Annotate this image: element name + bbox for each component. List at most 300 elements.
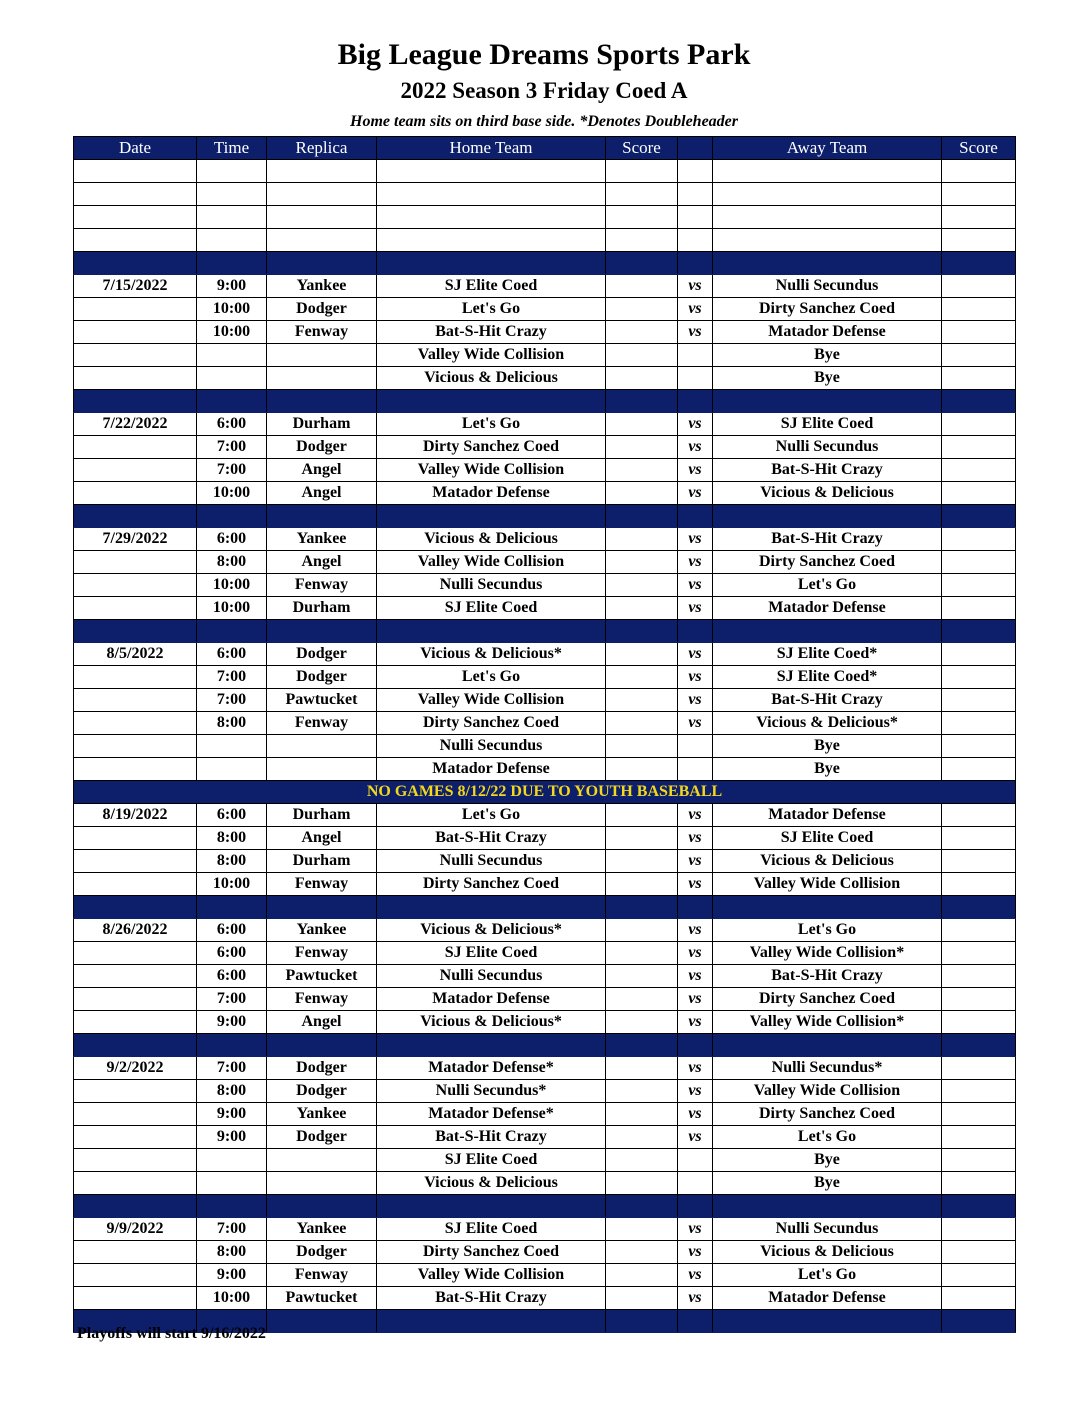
replica-cell: Fenway [267, 873, 377, 896]
game-row [74, 344, 1016, 367]
away-team-cell: Dirty Sanchez Coed [713, 551, 942, 574]
blank-row [74, 229, 1016, 252]
away-team-cell: Nulli Secundus [713, 1218, 942, 1241]
vs-cell: vs [678, 666, 713, 689]
vs-cell: vs [678, 1126, 713, 1149]
schedule-body [74, 160, 1016, 1333]
away-team-cell: Let's Go [713, 574, 942, 597]
home-score-cell [606, 344, 678, 367]
time-cell [197, 735, 267, 758]
game-row [74, 1149, 1016, 1172]
home-team-cell: Let's Go [377, 666, 606, 689]
home-team-cell: SJ Elite Coed [377, 942, 606, 965]
game-row [74, 873, 1016, 896]
away-team-cell: Vicious & Delicious [713, 1241, 942, 1264]
replica-cell [267, 758, 377, 781]
home-team-cell: Matador Defense [377, 482, 606, 505]
date-cell [74, 367, 197, 390]
replica-cell: Yankee [267, 1103, 377, 1126]
time-cell [197, 1172, 267, 1195]
home-team-cell: Vicious & Delicious [377, 367, 606, 390]
home-team-cell: Dirty Sanchez Coed [377, 873, 606, 896]
replica-cell [267, 1172, 377, 1195]
date-cell [74, 459, 197, 482]
column-header-away-team: Away Team [713, 137, 942, 160]
replica-cell [267, 1149, 377, 1172]
time-cell: 9:00 [197, 1264, 267, 1287]
game-row [74, 666, 1016, 689]
no-games-notice-row [74, 781, 1016, 804]
time-cell: 7:00 [197, 689, 267, 712]
home-score-cell [606, 666, 678, 689]
home-team-cell: Matador Defense* [377, 1103, 606, 1126]
replica-cell: Durham [267, 804, 377, 827]
away-score-cell [942, 1241, 1016, 1264]
game-row [74, 850, 1016, 873]
home-team-cell: Let's Go [377, 413, 606, 436]
away-team-cell: Vicious & Delicious [713, 850, 942, 873]
game-row [74, 827, 1016, 850]
replica-cell: Dodger [267, 643, 377, 666]
date-cell: 8/26/2022 [74, 919, 197, 942]
replica-cell: Pawtucket [267, 965, 377, 988]
vs-cell: vs [678, 298, 713, 321]
time-cell [197, 1149, 267, 1172]
time-cell: 8:00 [197, 712, 267, 735]
away-team-cell: Let's Go [713, 1126, 942, 1149]
header-row [74, 137, 1016, 160]
vs-cell: vs [678, 1011, 713, 1034]
date-cell [74, 827, 197, 850]
replica-cell: Angel [267, 827, 377, 850]
replica-cell: Dodger [267, 1126, 377, 1149]
date-cell [74, 1264, 197, 1287]
date-cell: 8/5/2022 [74, 643, 197, 666]
game-row [74, 1172, 1016, 1195]
date-cell [74, 206, 197, 229]
home-team-cell: Let's Go [377, 298, 606, 321]
home-score-cell [606, 1218, 678, 1241]
date-cell [74, 1011, 197, 1034]
date-cell [74, 666, 197, 689]
game-row [74, 712, 1016, 735]
date-cell [74, 160, 197, 183]
time-cell: 10:00 [197, 597, 267, 620]
replica-cell: Durham [267, 413, 377, 436]
home-team-cell [377, 229, 606, 252]
vs-cell [678, 206, 713, 229]
away-team-cell: SJ Elite Coed [713, 413, 942, 436]
time-cell: 8:00 [197, 827, 267, 850]
time-cell: 6:00 [197, 965, 267, 988]
date-cell [74, 735, 197, 758]
date-cell: 9/9/2022 [74, 1218, 197, 1241]
game-row [74, 459, 1016, 482]
separator-row [74, 505, 1016, 528]
time-cell: 8:00 [197, 551, 267, 574]
home-team-cell [377, 160, 606, 183]
vs-cell [678, 1149, 713, 1172]
away-score-cell [942, 965, 1016, 988]
time-cell: 10:00 [197, 298, 267, 321]
schedule-table [73, 136, 1016, 1333]
column-header-vs [678, 137, 713, 160]
away-score-cell [942, 689, 1016, 712]
home-score-cell [606, 712, 678, 735]
away-team-cell: Let's Go [713, 1264, 942, 1287]
vs-cell: vs [678, 1287, 713, 1310]
away-score-cell [942, 1126, 1016, 1149]
replica-cell: Yankee [267, 275, 377, 298]
vs-cell: vs [678, 459, 713, 482]
home-score-cell [606, 1011, 678, 1034]
home-score-cell [606, 827, 678, 850]
away-score-cell [942, 1057, 1016, 1080]
replica-cell [267, 735, 377, 758]
away-team-cell: Bye [713, 758, 942, 781]
away-team-cell: Bat-S-Hit Crazy [713, 689, 942, 712]
date-cell [74, 1287, 197, 1310]
away-team-cell: Dirty Sanchez Coed [713, 298, 942, 321]
away-score-cell [942, 1172, 1016, 1195]
game-row [74, 528, 1016, 551]
time-cell: 10:00 [197, 482, 267, 505]
home-score-cell [606, 367, 678, 390]
vs-cell [678, 160, 713, 183]
away-score-cell [942, 229, 1016, 252]
replica-cell: Fenway [267, 321, 377, 344]
away-score-cell [942, 436, 1016, 459]
replica-cell: Yankee [267, 1218, 377, 1241]
time-cell: 7:00 [197, 988, 267, 1011]
home-team-cell: Nulli Secundus [377, 965, 606, 988]
time-cell [197, 344, 267, 367]
game-row [74, 1264, 1016, 1287]
replica-cell: Fenway [267, 574, 377, 597]
away-team-cell: Matador Defense [713, 1287, 942, 1310]
replica-cell: Dodger [267, 1057, 377, 1080]
game-row [74, 1011, 1016, 1034]
replica-cell: Pawtucket [267, 1287, 377, 1310]
date-cell [74, 942, 197, 965]
away-score-cell [942, 482, 1016, 505]
away-score-cell [942, 206, 1016, 229]
vs-cell: vs [678, 1057, 713, 1080]
game-row [74, 1057, 1016, 1080]
home-score-cell [606, 942, 678, 965]
time-cell: 7:00 [197, 666, 267, 689]
replica-cell: Angel [267, 551, 377, 574]
date-cell [74, 229, 197, 252]
game-row [74, 367, 1016, 390]
game-row [74, 1287, 1016, 1310]
vs-cell: vs [678, 919, 713, 942]
no-games-notice: NO GAMES 8/12/22 DUE TO YOUTH BASEBALL [74, 781, 1016, 804]
home-team-cell: Matador Defense* [377, 1057, 606, 1080]
home-team-cell [377, 183, 606, 206]
away-team-cell: Bye [713, 1149, 942, 1172]
separator-row [74, 620, 1016, 643]
away-score-cell [942, 735, 1016, 758]
home-score-cell [606, 988, 678, 1011]
vs-cell: vs [678, 1218, 713, 1241]
away-team-cell: Bat-S-Hit Crazy [713, 459, 942, 482]
time-cell: 8:00 [197, 850, 267, 873]
home-team-cell [377, 206, 606, 229]
time-cell: 9:00 [197, 1011, 267, 1034]
home-score-cell [606, 413, 678, 436]
vs-cell: vs [678, 1264, 713, 1287]
time-cell: 9:00 [197, 1126, 267, 1149]
separator-row [74, 390, 1016, 413]
date-cell: 7/29/2022 [74, 528, 197, 551]
home-team-cell: Valley Wide Collision [377, 459, 606, 482]
replica-cell: Fenway [267, 942, 377, 965]
home-team-cell: Nulli Secundus [377, 850, 606, 873]
away-score-cell [942, 1011, 1016, 1034]
away-score-cell [942, 1287, 1016, 1310]
date-cell [74, 712, 197, 735]
blank-row [74, 206, 1016, 229]
vs-cell: vs [678, 1241, 713, 1264]
date-cell [74, 298, 197, 321]
time-cell: 9:00 [197, 1103, 267, 1126]
home-team-cell: Nulli Secundus [377, 735, 606, 758]
replica-cell: Fenway [267, 988, 377, 1011]
page-subtitle: 2022 Season 3 Friday Coed A [400, 78, 688, 103]
home-team-cell: Vicious & Delicious [377, 528, 606, 551]
home-score-cell [606, 873, 678, 896]
home-score-cell [606, 160, 678, 183]
home-team-cell: Valley Wide Collision [377, 689, 606, 712]
date-cell [74, 551, 197, 574]
date-cell [74, 183, 197, 206]
home-team-cell: Nulli Secundus [377, 574, 606, 597]
time-cell: 6:00 [197, 804, 267, 827]
date-cell [74, 873, 197, 896]
home-score-cell [606, 689, 678, 712]
vs-cell: vs [678, 804, 713, 827]
vs-cell: vs [678, 528, 713, 551]
replica-cell [267, 367, 377, 390]
home-team-cell: Matador Defense [377, 988, 606, 1011]
away-team-cell: Valley Wide Collision* [713, 1011, 942, 1034]
vs-cell [678, 758, 713, 781]
vs-cell: vs [678, 850, 713, 873]
away-score-cell [942, 344, 1016, 367]
column-header-replica: Replica [267, 137, 377, 160]
away-team-cell: Vicious & Delicious [713, 482, 942, 505]
home-team-cell: SJ Elite Coed [377, 1149, 606, 1172]
away-team-cell: SJ Elite Coed* [713, 666, 942, 689]
date-cell [74, 597, 197, 620]
date-cell [74, 1172, 197, 1195]
home-score-cell [606, 804, 678, 827]
home-score-cell [606, 321, 678, 344]
home-team-cell: Nulli Secundus* [377, 1080, 606, 1103]
away-score-cell [942, 574, 1016, 597]
away-score-cell [942, 1264, 1016, 1287]
doubleheader-note: Home team sits on third base side. *Denotes Doubleheader [350, 113, 738, 130]
game-row [74, 597, 1016, 620]
vs-cell: vs [678, 827, 713, 850]
away-score-cell [942, 873, 1016, 896]
vs-cell [678, 367, 713, 390]
date-cell [74, 1126, 197, 1149]
away-team-cell: Valley Wide Collision [713, 1080, 942, 1103]
game-row [74, 1241, 1016, 1264]
home-score-cell [606, 1172, 678, 1195]
away-team-cell: Bat-S-Hit Crazy [713, 965, 942, 988]
time-cell: 6:00 [197, 413, 267, 436]
date-cell: 8/19/2022 [74, 804, 197, 827]
away-score-cell [942, 551, 1016, 574]
date-cell: 9/2/2022 [74, 1057, 197, 1080]
game-row [74, 735, 1016, 758]
vs-cell: vs [678, 1103, 713, 1126]
time-cell [197, 183, 267, 206]
home-score-cell [606, 850, 678, 873]
vs-cell [678, 229, 713, 252]
away-score-cell [942, 1103, 1016, 1126]
away-team-cell: Matador Defense [713, 597, 942, 620]
away-score-cell [942, 942, 1016, 965]
home-score-cell [606, 758, 678, 781]
game-row [74, 413, 1016, 436]
game-row [74, 298, 1016, 321]
blank-row [74, 160, 1016, 183]
date-cell [74, 344, 197, 367]
home-score-cell [606, 735, 678, 758]
away-team-cell: Matador Defense [713, 321, 942, 344]
date-cell [74, 758, 197, 781]
home-score-cell [606, 919, 678, 942]
away-team-cell: Bye [713, 1172, 942, 1195]
replica-cell: Pawtucket [267, 689, 377, 712]
home-score-cell [606, 597, 678, 620]
home-score-cell [606, 528, 678, 551]
time-cell: 6:00 [197, 919, 267, 942]
replica-cell [267, 206, 377, 229]
replica-cell: Dodger [267, 298, 377, 321]
vs-cell [678, 183, 713, 206]
vs-cell: vs [678, 275, 713, 298]
away-score-cell [942, 988, 1016, 1011]
away-score-cell [942, 321, 1016, 344]
vs-cell: vs [678, 413, 713, 436]
game-row [74, 919, 1016, 942]
vs-cell: vs [678, 1080, 713, 1103]
vs-cell: vs [678, 597, 713, 620]
replica-cell [267, 344, 377, 367]
away-score-cell [942, 643, 1016, 666]
vs-cell: vs [678, 873, 713, 896]
time-cell: 10:00 [197, 873, 267, 896]
replica-cell: Dodger [267, 666, 377, 689]
home-score-cell [606, 1080, 678, 1103]
game-row [74, 804, 1016, 827]
blank-row [74, 183, 1016, 206]
column-header-date: Date [74, 137, 197, 160]
game-row [74, 574, 1016, 597]
away-score-cell [942, 758, 1016, 781]
replica-cell: Dodger [267, 1241, 377, 1264]
home-score-cell [606, 1103, 678, 1126]
away-team-cell: Nulli Secundus* [713, 1057, 942, 1080]
home-team-cell: Vicious & Delicious* [377, 1011, 606, 1034]
time-cell [197, 367, 267, 390]
replica-cell: Yankee [267, 919, 377, 942]
time-cell: 6:00 [197, 643, 267, 666]
time-cell [197, 160, 267, 183]
replica-cell: Dodger [267, 436, 377, 459]
away-score-cell [942, 1149, 1016, 1172]
home-score-cell [606, 1241, 678, 1264]
vs-cell: vs [678, 436, 713, 459]
home-score-cell [606, 275, 678, 298]
home-team-cell: Vicious & Delicious [377, 1172, 606, 1195]
time-cell: 7:00 [197, 1218, 267, 1241]
game-row [74, 988, 1016, 1011]
time-cell: 6:00 [197, 942, 267, 965]
home-team-cell: Dirty Sanchez Coed [377, 436, 606, 459]
home-team-cell: Valley Wide Collision [377, 1264, 606, 1287]
home-score-cell [606, 1287, 678, 1310]
away-score-cell [942, 413, 1016, 436]
time-cell: 10:00 [197, 1287, 267, 1310]
away-team-cell: SJ Elite Coed* [713, 643, 942, 666]
home-team-cell: Bat-S-Hit Crazy [377, 321, 606, 344]
vs-cell: vs [678, 988, 713, 1011]
game-row [74, 436, 1016, 459]
home-score-cell [606, 183, 678, 206]
date-cell [74, 436, 197, 459]
column-header-home-score: Score [606, 137, 678, 160]
home-team-cell: SJ Elite Coed [377, 275, 606, 298]
home-score-cell [606, 1149, 678, 1172]
away-score-cell [942, 275, 1016, 298]
away-score-cell [942, 827, 1016, 850]
away-score-cell [942, 804, 1016, 827]
replica-cell [267, 183, 377, 206]
away-score-cell [942, 528, 1016, 551]
away-team-cell [713, 206, 942, 229]
away-score-cell [942, 1218, 1016, 1241]
date-cell [74, 988, 197, 1011]
time-cell: 7:00 [197, 459, 267, 482]
game-row [74, 1103, 1016, 1126]
away-score-cell [942, 597, 1016, 620]
home-team-cell: Vicious & Delicious* [377, 919, 606, 942]
home-score-cell [606, 436, 678, 459]
game-row [74, 965, 1016, 988]
home-score-cell [606, 965, 678, 988]
game-row [74, 321, 1016, 344]
date-cell [74, 689, 197, 712]
home-score-cell [606, 551, 678, 574]
away-team-cell: Bye [713, 344, 942, 367]
home-score-cell [606, 298, 678, 321]
home-team-cell: Valley Wide Collision [377, 551, 606, 574]
vs-cell: vs [678, 689, 713, 712]
time-cell [197, 229, 267, 252]
home-team-cell: Bat-S-Hit Crazy [377, 1287, 606, 1310]
home-score-cell [606, 1057, 678, 1080]
home-score-cell [606, 206, 678, 229]
home-team-cell: Bat-S-Hit Crazy [377, 1126, 606, 1149]
time-cell: 6:00 [197, 528, 267, 551]
away-team-cell: Matador Defense [713, 804, 942, 827]
